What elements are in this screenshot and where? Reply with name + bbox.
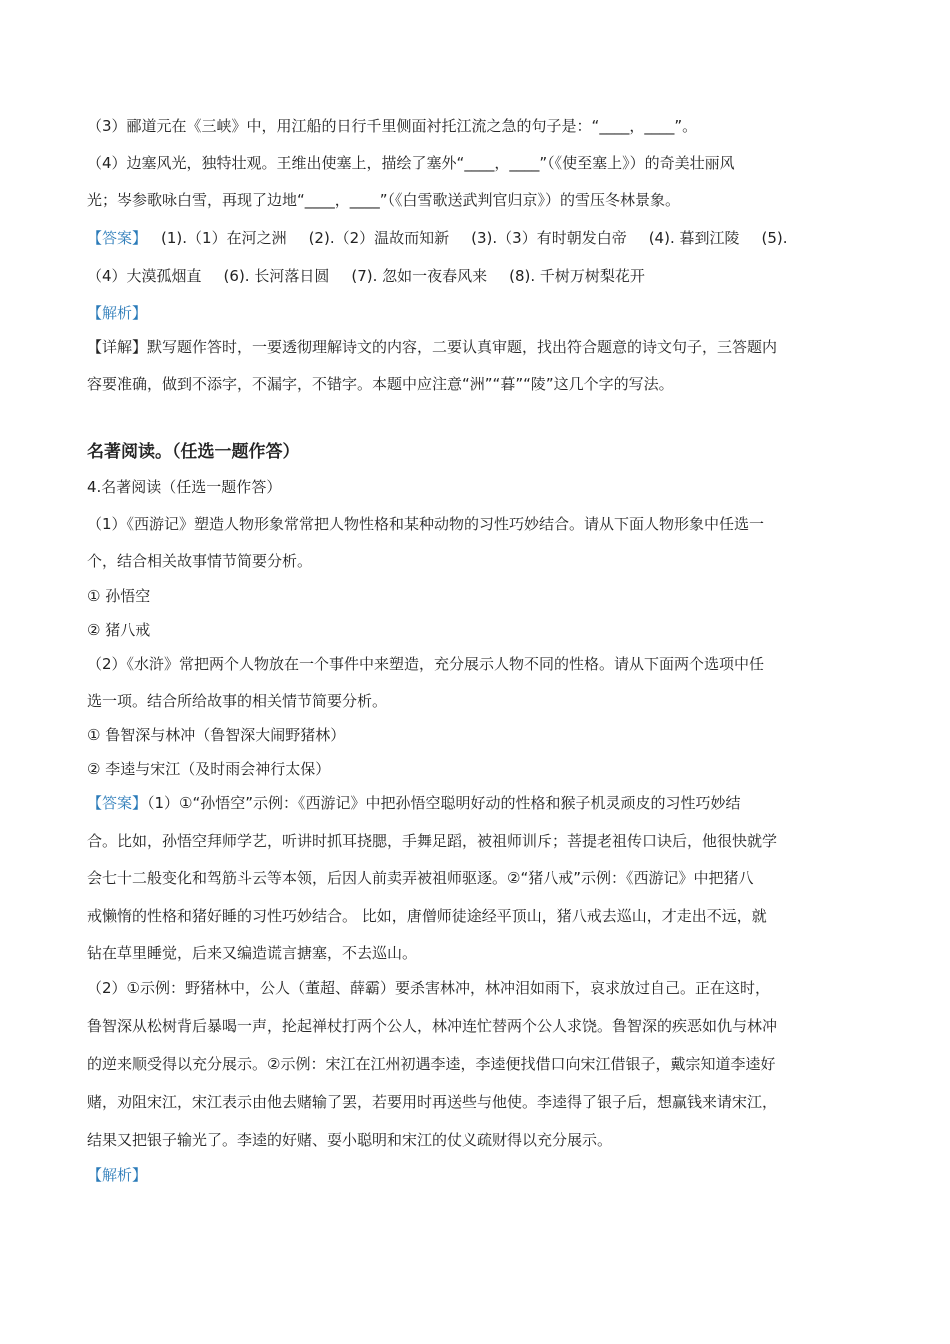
answer-item: (1).（1）在河之洲: [161, 229, 287, 247]
question-line: 光；岑参歌咏白雪，再现了边地“____，____”（《白雪歌送武判官归京》）的雪压冬林景象。: [87, 191, 681, 209]
answer-line: 合。比如，孙悟空拜师学艺，听讲时抓耳挠腮，手舞足蹈，被祖师训斥；菩提老祖传口诀后，他很快就学: [87, 832, 778, 850]
question-line: （4）边塞风光，独特壮观。王维出使塞上，描绘了塞外“____，____”（《使至塞上》）的奇美壮丽风: [87, 154, 735, 172]
answer-item: (4). 暮到江陵: [648, 229, 740, 247]
answer-item: (5).: [761, 229, 788, 247]
answer-item: (8). 千树万树梨花开: [509, 267, 645, 285]
answer-line: 结果又把银子输光了。李逵的好赌、耍小聪明和宋江的仗义疏财得以充分展示。: [87, 1131, 613, 1149]
answer-line: 戒懒惰的性格和猪好睡的习性巧妙结合。 比如，唐僧师徒途经平顶山，猪八戒去巡山，才走出不远，就: [87, 907, 767, 925]
answer-line: 的逆来顺受得以充分展示。②示例：宋江在江州初遇李逵，李逵便找借口向宋江借银子，戴宗知道李逵好: [87, 1055, 776, 1073]
answer-item: (7). 忽如一夜春风来: [351, 267, 488, 285]
answer-tag: 【答案】: [87, 229, 148, 247]
answer-line: [87, 792, 877, 816]
question-line: 选一项。结合所给故事的相关情节简要分析。: [87, 692, 388, 710]
answer-line: 会七十二般变化和驾筋斗云等本领，后因人前卖弄被祖师驱逐。②“猪八戒”示例：《西游记》中把猪八: [87, 869, 754, 887]
answer-line: 钻在草里睡觉，后来又编造谎言搪塞，不去巡山。: [87, 944, 418, 962]
answer-line: [87, 265, 877, 289]
answer-item: (2).（2）温故而知新: [308, 229, 450, 247]
option-item: ② 猪八戒: [87, 621, 151, 639]
question-title: 4.名著阅读（任选一题作答）: [87, 478, 282, 496]
answer-line: 赌，劝阻宋江，宋江表示由他去赌输了罢，若要用时再送些与他使。李逵得了银子后，想赢钱来请宋江，: [87, 1093, 778, 1111]
question-line: （2）《水浒》常把两个人物放在一个事件中来塑造，充分展示人物不同的性格。请从下面两个选项中任: [87, 655, 765, 673]
answer-item: （4）大漠孤烟直: [87, 267, 202, 285]
analysis-tag: 【解析】: [87, 304, 148, 322]
detail-tag: 【详解】: [87, 338, 148, 356]
answer-tag: 【答案】: [87, 794, 148, 812]
option-item: ② 李逵与宋江（及时雨会神行太保）: [87, 760, 331, 778]
answer-line: [87, 227, 877, 251]
answer-line: 鲁智深从松树背后暴喝一声，抡起禅杖打两个公人，林冲连忙替两个公人求饶。鲁智深的疾恶如仇与林冲: [87, 1017, 778, 1035]
detail-text: 默写题作答时，一要透彻理解诗文的内容，二要认真审题，找出符合题意的诗文句子，三答题内: [147, 338, 778, 356]
question-line: 个，结合相关故事情节简要分析。: [87, 552, 313, 570]
option-item: ① 孙悟空: [87, 587, 151, 605]
question-line: （3）郦道元在《三峡》中，用江船的日行千里侧面衬托江流之急的句子是：“____，____”。: [87, 117, 698, 135]
option-item: ① 鲁智深与林冲（鲁智深大闹野猪林）: [87, 726, 346, 744]
analysis-tag: 【解析】: [87, 1166, 148, 1184]
detail-line: [87, 336, 877, 360]
answer-text: （1）①“孙悟空”示例：《西游记》中把孙悟空聪明好动的性格和猴子机灵顽皮的习性巧妙结: [147, 794, 741, 812]
answer-line: （2）①示例：野猪林中，公人（董超、薛霸）要杀害林冲，林冲泪如雨下，哀求放过自己。正在这时，: [87, 979, 770, 997]
answer-item: (3).（3）有时朝发白帝: [471, 229, 627, 247]
question-line: （1）《西游记》塑造人物形象常常把人物性格和某种动物的习性巧妙结合。请从下面人物形象中任选一: [87, 515, 765, 533]
section-heading: 名著阅读。（任选一题作答）: [87, 442, 300, 462]
answer-item: (6). 长河落日圆: [223, 267, 330, 285]
detail-line: 容要准确，做到不添字，不漏字，不错字。本题中应注意“洲”“暮”“陵”这几个字的写法。: [87, 375, 674, 393]
